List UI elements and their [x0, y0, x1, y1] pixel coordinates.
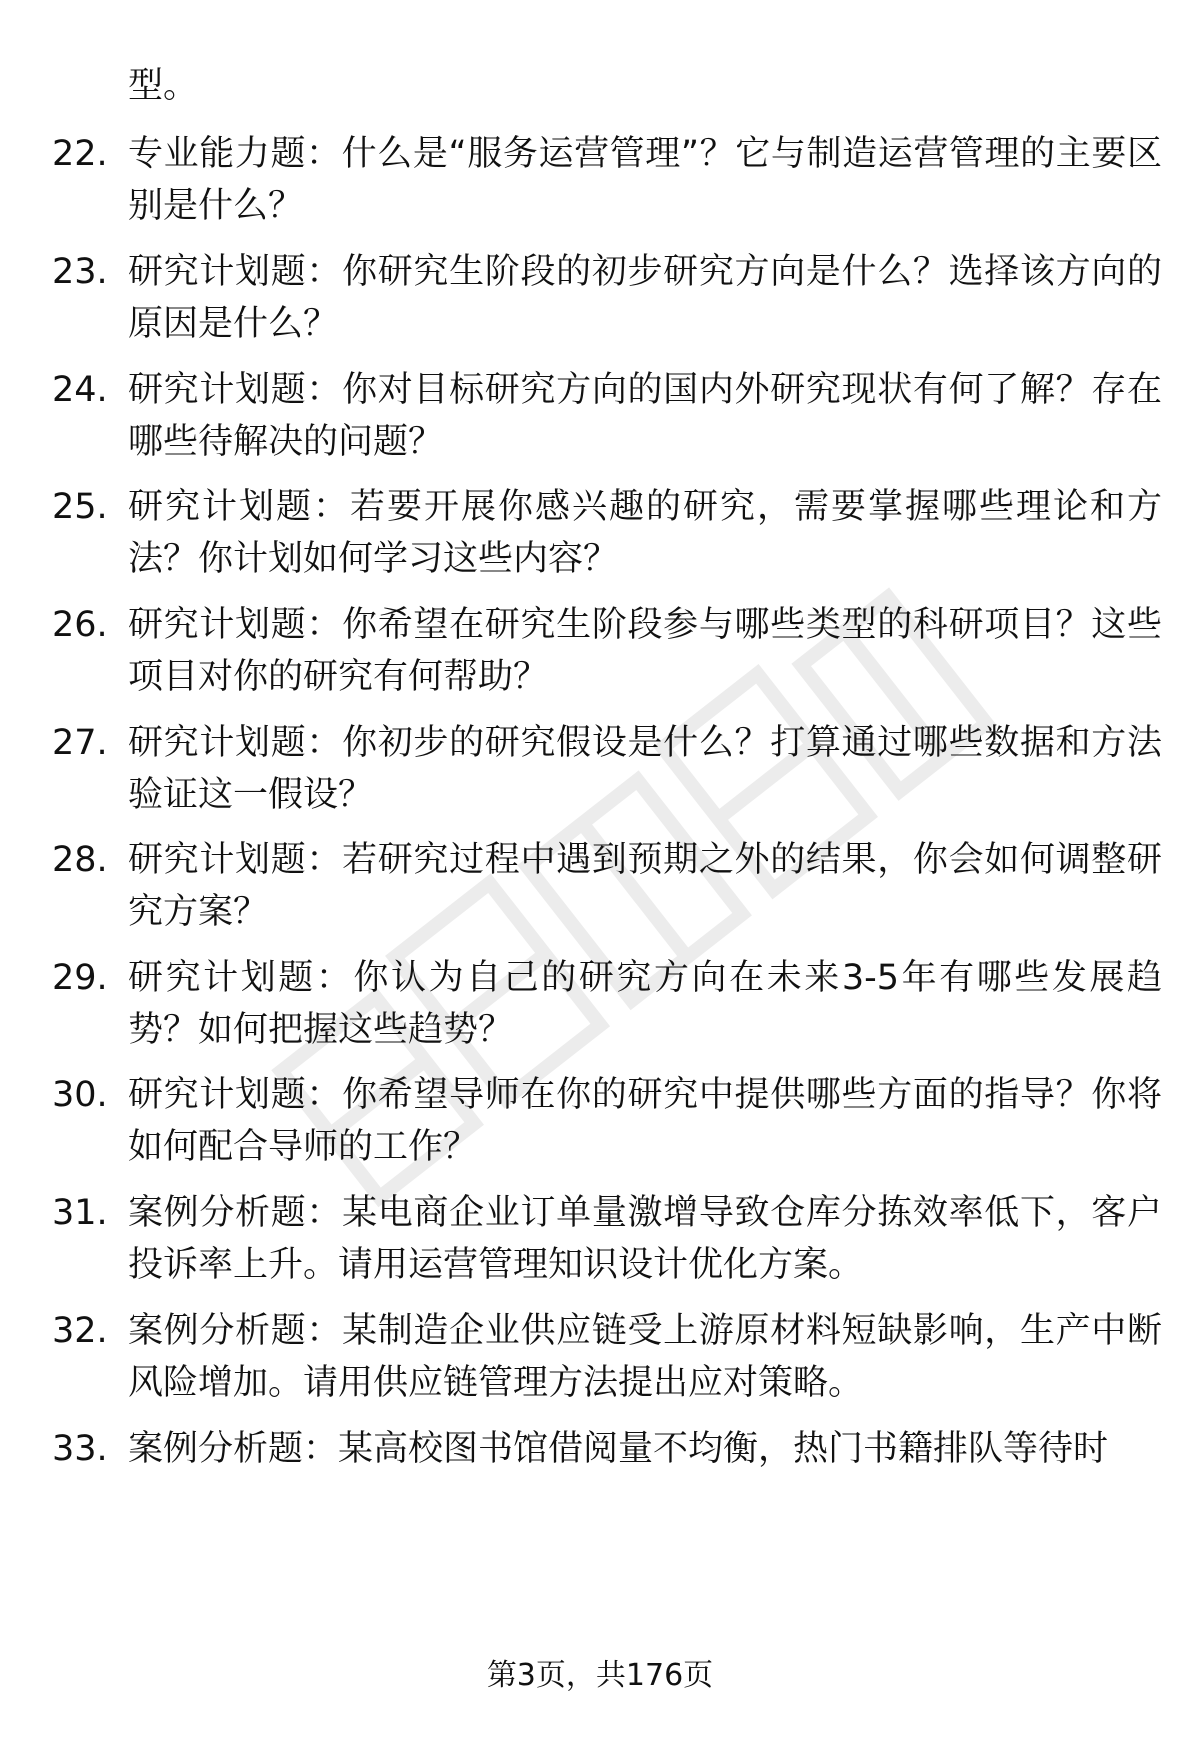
continuation-text: 型。 — [128, 66, 199, 106]
question-number: 29. — [52, 958, 108, 998]
question-number: 27. — [52, 723, 108, 763]
question-item — [52, 128, 1162, 232]
question-item — [52, 599, 1162, 703]
question-number: 24. — [52, 370, 108, 410]
question-item — [52, 1069, 1162, 1173]
question-text: 研究计划题：若要开展你感兴趣的研究，需要掌握哪些理论和方法？你计划如何学习这些内容？ — [128, 487, 1162, 579]
question-item — [52, 717, 1162, 821]
question-number: 33. — [52, 1429, 108, 1469]
question-item — [52, 952, 1162, 1056]
question-number: 26. — [52, 605, 108, 645]
page-footer: 第3页，共176页 — [486, 1658, 714, 1693]
question-number: 25. — [52, 487, 108, 527]
question-number: 32. — [52, 1311, 108, 1351]
question-text: 专业能力题：什么是“服务运营管理”？它与制造运营管理的主要区别是什么？ — [128, 134, 1162, 226]
question-text: 研究计划题：你希望导师在你的研究中提供哪些方面的指导？你将如何配合导师的工作？ — [128, 1075, 1162, 1167]
question-item — [52, 364, 1162, 468]
question-number: 30. — [52, 1075, 108, 1115]
question-item — [52, 246, 1162, 350]
question-number: 31. — [52, 1193, 108, 1233]
question-text: 研究计划题：你对目标研究方向的国内外研究现状有何了解？存在哪些待解决的问题？ — [128, 370, 1162, 462]
question-text: 研究计划题：你希望在研究生阶段参与哪些类型的科研项目？这些项目对你的研究有何帮助？ — [128, 605, 1162, 697]
question-number: 22. — [52, 134, 108, 174]
question-number: 23. — [52, 252, 108, 292]
question-number: 28. — [52, 840, 108, 880]
question-text: 研究计划题：你初步的研究假设是什么？打算通过哪些数据和方法验证这一假设？ — [128, 723, 1162, 815]
question-item — [52, 834, 1162, 938]
question-text: 案例分析题：某高校图书馆借阅量不均衡，热门书籍排队等待时 — [128, 1429, 1109, 1469]
question-text: 案例分析题：某制造企业供应链受上游原材料短缺影响，生产中断风险增加。请用供应链管理方法提出应对策略。 — [128, 1311, 1162, 1403]
question-item — [52, 481, 1162, 585]
question-item — [52, 1423, 1162, 1475]
question-item — [52, 1305, 1162, 1409]
question-text: 案例分析题：某电商企业订单量激增导致仓库分拣效率低下，客户投诉率上升。请用运营管理知识设计优化方案。 — [128, 1193, 1162, 1285]
question-text: 研究计划题：你研究生阶段的初步研究方向是什么？选择该方向的原因是什么？ — [128, 252, 1162, 344]
question-item — [52, 1187, 1162, 1291]
question-text: 研究计划题：若研究过程中遇到预期之外的结果，你会如何调整研究方案？ — [128, 840, 1162, 932]
question-text: 研究计划题：你认为自己的研究方向在未来3-5年有哪些发展趋势？如何把握这些趋势？ — [128, 958, 1162, 1050]
